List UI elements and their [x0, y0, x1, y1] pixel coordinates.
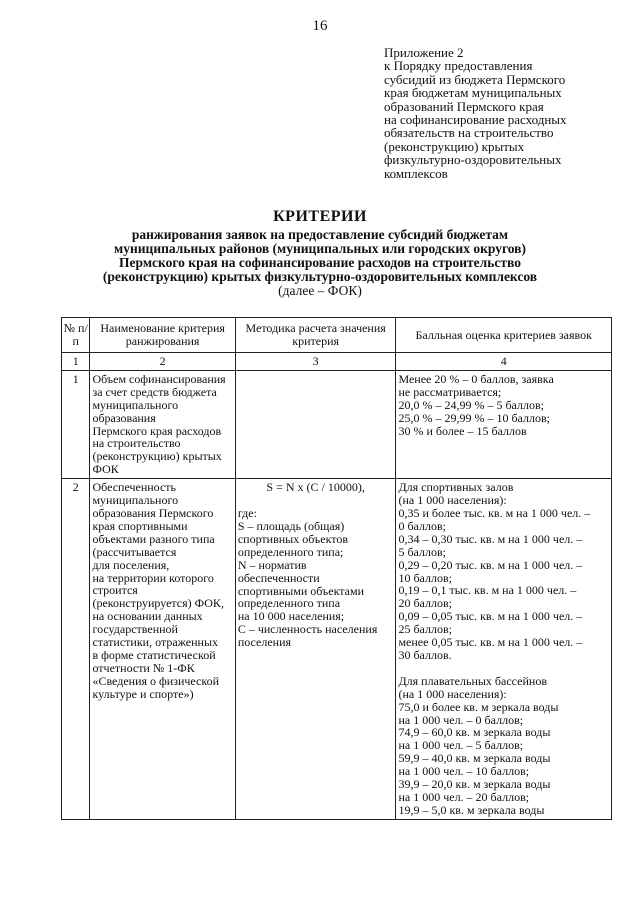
subtitle-line: (реконструкцию) крытых физкультурно-оздоровительных комплексов [102, 269, 538, 284]
header-criterion-name: Наименование критерия ранжирования [90, 318, 235, 353]
criterion-name-line: культуре и спорте») [92, 686, 194, 701]
criterion-name-line: Пермского края расходов [92, 423, 222, 438]
score-line: на 1 000 чел. – 10 баллов; [398, 764, 530, 779]
criterion-name-line: (реконструируется) ФОК, [92, 596, 224, 611]
criterion-name-line: образования Пермского [92, 505, 214, 520]
score-line: 0,09 – 0,05 тыс. кв. м на 1 000 чел. – [398, 609, 583, 624]
score-line: Для плавательных бассейнов [398, 673, 547, 688]
method-line: обеспеченности [237, 570, 320, 585]
criterion-name-line: края спортивными [92, 518, 188, 533]
criterion-name-line: муниципального [92, 397, 179, 412]
criterion-name-line: (реконструкцию) крытых [92, 449, 222, 464]
criterion-name-line: строится [92, 583, 138, 598]
method-line: S – площадь (общая) [237, 518, 345, 533]
score-line: 25,0 % – 29,99 % – 10 баллов; [398, 410, 550, 425]
score-line: 20 баллов; [398, 596, 452, 611]
criterion-name-line: объектами разного типа [92, 531, 215, 546]
method-line: на 10 000 населения; [237, 609, 345, 624]
header-number: № п/п [62, 318, 90, 353]
score-line: 30 % и более – 15 баллов [398, 423, 527, 438]
column-number-row [62, 353, 612, 371]
criterion-name-line: на территории которого [92, 570, 214, 585]
column-number: 1 [62, 353, 90, 371]
appendix-line: комплексов [384, 165, 448, 181]
criterion-name-line: отчетности № 1-ФК [92, 660, 195, 675]
document-subtitle [40, 228, 600, 298]
row-number: 2 [62, 479, 90, 820]
score-line: 74,9 – 60,0 кв. м зеркала воды [398, 725, 551, 740]
method-line: спортивных объектов [237, 531, 348, 546]
criterion-name-line: статистики, отраженных [92, 635, 219, 650]
score-line: менее 0,05 тыс. кв. м на 1 000 чел. – [398, 635, 583, 650]
score-line: 25 баллов; [398, 622, 452, 637]
document-title: КРИТЕРИИ [273, 208, 367, 225]
row-number: 1 [62, 370, 90, 478]
score-line: 5 баллов; [398, 544, 446, 559]
score-line: 10 баллов; [398, 570, 452, 585]
column-number: 2 [90, 353, 235, 371]
score-line: на 1 000 чел. – 20 баллов; [398, 790, 530, 804]
criterion-name-line: Обеспеченность [92, 480, 177, 495]
criterion-name-cell [90, 479, 235, 820]
criterion-name-line: в форме статистической [92, 647, 216, 662]
column-number: 4 [396, 353, 612, 371]
score-line: 0,34 – 0,30 тыс. кв. м на 1 000 чел. – [398, 531, 583, 546]
criterion-name-cell [90, 370, 235, 478]
appendix-block [384, 46, 614, 180]
criterion-name-line: Объем софинансирования [92, 371, 226, 386]
appendix-line: субсидий из бюджета Пермского [384, 71, 566, 87]
method-cell [235, 370, 396, 478]
subtitle-tail: (далее – ФОК) [278, 283, 362, 298]
score-line: Менее 20 % – 0 баллов, заявка [398, 371, 554, 386]
header-method: Методика расчета значения критерия [235, 318, 396, 353]
score-line: на 1 000 чел. – 5 баллов; [398, 738, 524, 753]
page-number: 16 [312, 18, 328, 34]
criterion-name-line: муниципального [92, 493, 179, 508]
score-line: 0,35 и более тыс. кв. м на 1 000 чел. – [398, 505, 591, 520]
method-cell [235, 479, 396, 820]
score-line: 75,0 и более кв. м зеркала воды [398, 699, 559, 714]
appendix-line: на софинансирование расходных [384, 112, 567, 128]
score-cell [396, 479, 612, 820]
method-formula: S = N x (C / 10000), [266, 480, 365, 495]
score-line: 30 баллов. [398, 647, 452, 662]
criterion-name-line: (рассчитывается [92, 544, 177, 559]
criterion-name-line: за счет средств бюджета [92, 384, 217, 399]
method-line: где: [237, 506, 257, 521]
score-line: не рассматривается; [398, 384, 502, 399]
score-line: 39,9 – 20,0 кв. м зеркала воды [398, 777, 551, 792]
method-line: C – численность населения [237, 622, 378, 637]
subtitle-line: ранжирования заявок на предоставление субсидий бюджетам [131, 227, 509, 242]
criterion-name-line: государственной [92, 622, 178, 637]
criterion-name-line: для поселения, [92, 557, 170, 572]
method-line: определенного типа [237, 596, 341, 611]
score-line: 19,9 – 5,0 кв. м зеркала воды [398, 802, 545, 817]
method-line: определенного типа; [237, 544, 344, 559]
score-line: (на 1 000 населения): [398, 493, 507, 508]
score-line: (на 1 000 населения): [398, 686, 507, 701]
criterion-name-line: на строительство [92, 436, 181, 451]
method-line: поселения [237, 635, 292, 650]
score-line: 0,29 – 0,20 тыс. кв. м на 1 000 чел. – [398, 557, 583, 572]
score-line: 0 баллов; [398, 518, 446, 533]
method-line: спортивными объектами [237, 583, 364, 598]
criterion-name-line: образования [92, 410, 156, 425]
score-line: Для спортивных залов [398, 480, 514, 495]
table-row [62, 370, 612, 478]
table-row [62, 479, 612, 820]
subtitle-line: муниципальных районов (муниципальных или городских округов) [114, 241, 526, 256]
appendix-line: (реконструкцию) крытых [384, 138, 525, 154]
criterion-name-line: на основании данных [92, 609, 203, 624]
criterion-name-line: ФОК [92, 462, 119, 477]
criteria-table [61, 317, 612, 820]
table-header-row [62, 318, 612, 353]
column-number: 3 [235, 353, 396, 371]
appendix-line: обязательств на строительство [384, 125, 554, 141]
score-line: на 1 000 чел. – 0 баллов; [398, 712, 524, 727]
header-score: Балльная оценка критериев заявок [396, 318, 612, 353]
appendix-line: края бюджетам муниципальных [384, 85, 562, 101]
criterion-name-line: «Сведения о физической [92, 673, 220, 688]
appendix-line: к Порядку предоставления [384, 58, 533, 74]
score-cell [396, 370, 612, 478]
score-line: 20,0 % – 24,99 % – 5 баллов; [398, 397, 544, 412]
method-line: N – норматив [237, 557, 307, 572]
score-line: 59,9 – 40,0 кв. м зеркала воды [398, 751, 551, 766]
score-line: 0,19 – 0,1 тыс. кв. м на 1 000 чел. – [398, 583, 577, 598]
appendix-line: образований Пермского края [384, 98, 544, 114]
appendix-line: физкультурно-оздоровительных [384, 152, 562, 168]
subtitle-line: Пермского края на софинансирование расходов на строительство [119, 255, 521, 270]
appendix-line: Приложение 2 [384, 45, 464, 60]
